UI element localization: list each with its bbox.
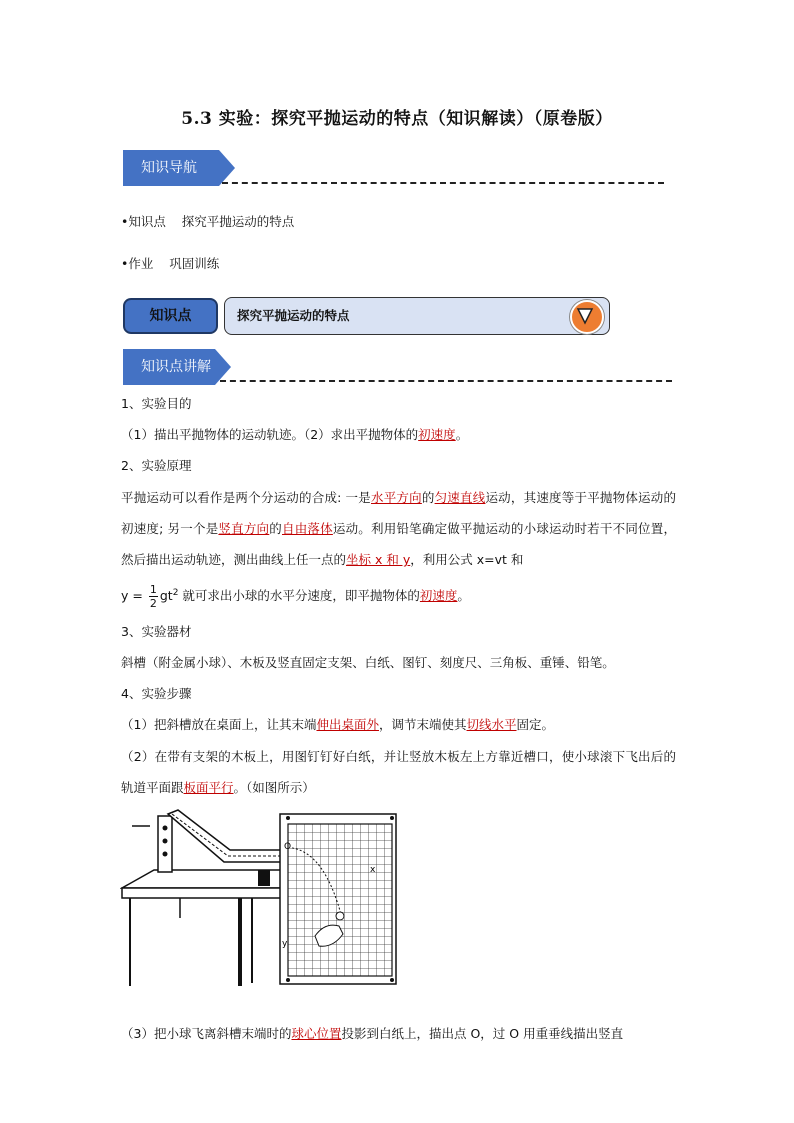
apparatus-figure bbox=[120, 808, 402, 990]
principle-paragraph bbox=[121, 482, 676, 575]
highlight-coordinates: 坐标 x 和 y bbox=[346, 552, 411, 567]
purpose-text-end: 。 bbox=[455, 427, 469, 442]
section-tag-navigation: 知识导航 bbox=[123, 150, 219, 186]
nav-item-homework: •作业 巩固训练 bbox=[121, 256, 220, 271]
formula-rest: 就可求出小球的水平分速度，即平抛物体的 bbox=[178, 588, 420, 604]
equipment-text: 斜槽（附金属小球）、木板及竖直固定支架、白纸、图钉、刻度尺、三角板、重锤、铅笔。 bbox=[121, 655, 615, 670]
formula-y: y = bbox=[121, 588, 143, 604]
heading-steps: 4、实验步骤 bbox=[121, 686, 192, 701]
chevron-down-icon[interactable] bbox=[570, 300, 604, 334]
purpose-text-a: （1）描出平抛物体的运动轨迹。（2）求出平抛物体的 bbox=[121, 427, 419, 442]
divider bbox=[220, 380, 672, 382]
highlight-vertical: 竖直方向 bbox=[218, 521, 270, 536]
nav-item-knowledge-point: •知识点 探究平抛运动的特点 bbox=[121, 214, 295, 229]
knowledge-point-topic: 探究平抛运动的特点 bbox=[237, 308, 350, 323]
formula-gt: gt bbox=[159, 588, 173, 604]
highlight-uniform: 匀速直线 bbox=[434, 490, 486, 505]
label-y: y bbox=[282, 939, 288, 949]
label-origin: O bbox=[284, 842, 292, 852]
step-3 bbox=[121, 1024, 623, 1044]
step-1-a: （1）把斜槽放在桌面上，让其末端 bbox=[121, 717, 317, 732]
step-2-a: （2）在带有支架的木板上，用图钉钉好白纸，并让竖放木板左上方靠近槽口，使小球滚下飞出后的轨道平面跟 bbox=[121, 749, 676, 795]
section-tag-explanation: 知识点讲解 bbox=[123, 349, 215, 385]
step-2 bbox=[121, 741, 676, 803]
heading-purpose: 1、实验目的 bbox=[121, 396, 192, 411]
highlight-initial-velocity-2: 初速度 bbox=[419, 588, 458, 604]
fraction-numerator: 1 bbox=[149, 583, 157, 597]
label-x: x bbox=[370, 865, 376, 875]
step-1 bbox=[121, 715, 554, 735]
principle-f: ，利用公式 x=vt 和 bbox=[410, 552, 524, 567]
step-1-b: ，调节末端使其 bbox=[378, 717, 467, 732]
knowledge-point-topic-bar bbox=[224, 297, 610, 335]
purpose-text bbox=[121, 425, 468, 445]
step-3-a: （3）把小球飞离斜槽末端时的 bbox=[121, 1026, 292, 1041]
principle-d: 的 bbox=[269, 521, 282, 536]
principle-e: 运动。利用铅笔确定做平抛运动的小球运动时若干不同位置，然后描出运动轨迹，测出曲线上任一点的 bbox=[121, 521, 676, 567]
principle-c: 运动，其速度等于平抛物体运动的初速度; 另一个是 bbox=[121, 490, 676, 536]
fraction-denominator: 2 bbox=[149, 597, 157, 611]
highlight-ball-center: 球心位置 bbox=[291, 1026, 342, 1041]
step-2-b: 。（如图所示） bbox=[233, 780, 315, 795]
step-3-b: 投影到白纸上，描出点 O，过 O 用重垂线描出竖直 bbox=[341, 1026, 624, 1041]
knowledge-point-label: 知识点 bbox=[123, 298, 218, 334]
principle-a: 平抛运动可以看作是两个分运动的合成: 一是 bbox=[121, 490, 371, 505]
principle-b: 的 bbox=[421, 490, 435, 505]
formula-end: 。 bbox=[457, 588, 470, 604]
formula-square: 2 bbox=[172, 588, 179, 598]
highlight-initial-velocity: 初速度 bbox=[418, 427, 456, 442]
formula-line bbox=[121, 578, 470, 611]
formula-fraction bbox=[149, 583, 158, 610]
divider bbox=[222, 182, 664, 184]
highlight-free-fall: 自由落体 bbox=[282, 521, 333, 536]
heading-equipment: 3、实验器材 bbox=[121, 624, 192, 639]
highlight-horizontal: 水平方向 bbox=[371, 490, 422, 505]
document-title: 5.3 实验：探究平抛运动的特点（知识解读）（原卷版） bbox=[181, 109, 613, 129]
step-1-c: 固定。 bbox=[516, 717, 555, 732]
highlight-extend: 伸出桌面外 bbox=[316, 717, 379, 732]
heading-principle: 2、实验原理 bbox=[121, 458, 192, 473]
highlight-tangent: 切线水平 bbox=[466, 717, 517, 732]
highlight-parallel: 板面平行 bbox=[183, 780, 234, 795]
